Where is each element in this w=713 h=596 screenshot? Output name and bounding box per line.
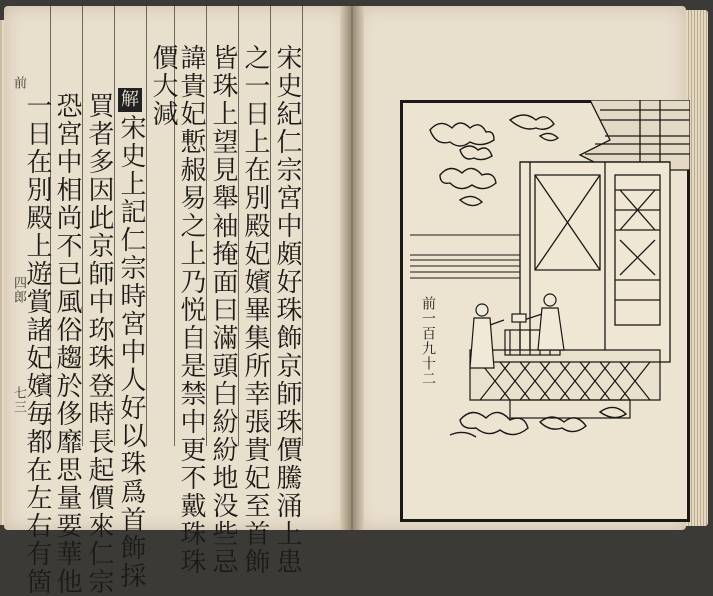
side-label: 前	[11, 76, 26, 90]
column-rule	[238, 0, 239, 446]
column-rule	[82, 0, 83, 446]
commentary-tag: 解	[118, 88, 142, 112]
woodblock-illustration	[400, 100, 690, 522]
text-column: 恐宮中相尚不已風俗趨於侈靡思量要華他	[52, 92, 82, 596]
side-label: 七三	[11, 386, 26, 414]
column-rule	[114, 0, 115, 446]
column-rule	[302, 0, 303, 446]
text-column: 之一日上在別殿妃嬪畢集所幸張貴妃至首飾	[240, 44, 270, 576]
column-rule	[146, 0, 147, 446]
column-rule	[206, 0, 207, 446]
text-column: 買者多因此京師中珎珠登時長起價來仁宗	[84, 92, 114, 596]
text-column: 諱貴妃慙赧易之上乃悦自是禁中更不戴珠珠	[176, 44, 206, 576]
text-column: 價大減	[148, 44, 178, 128]
text-column: 皆珠上望見舉袖掩面曰滿頭白紛紛地没些忌	[208, 44, 238, 576]
text-column: 宋史上記仁宗時宮中人好以珠爲首飾採	[116, 114, 146, 590]
column-rule	[270, 0, 271, 446]
palace-scene	[400, 100, 690, 522]
book-gutter	[340, 6, 364, 530]
page-number: 前一百九十二	[420, 296, 436, 386]
text-column: 一日在別殿上遊賞諸妃嬪毎都在左右有箇	[22, 92, 52, 596]
side-label: 四郎	[11, 276, 26, 304]
text-column: 宋史紀仁宗宮中頗好珠飾京師珠價騰涌上患	[272, 44, 302, 576]
